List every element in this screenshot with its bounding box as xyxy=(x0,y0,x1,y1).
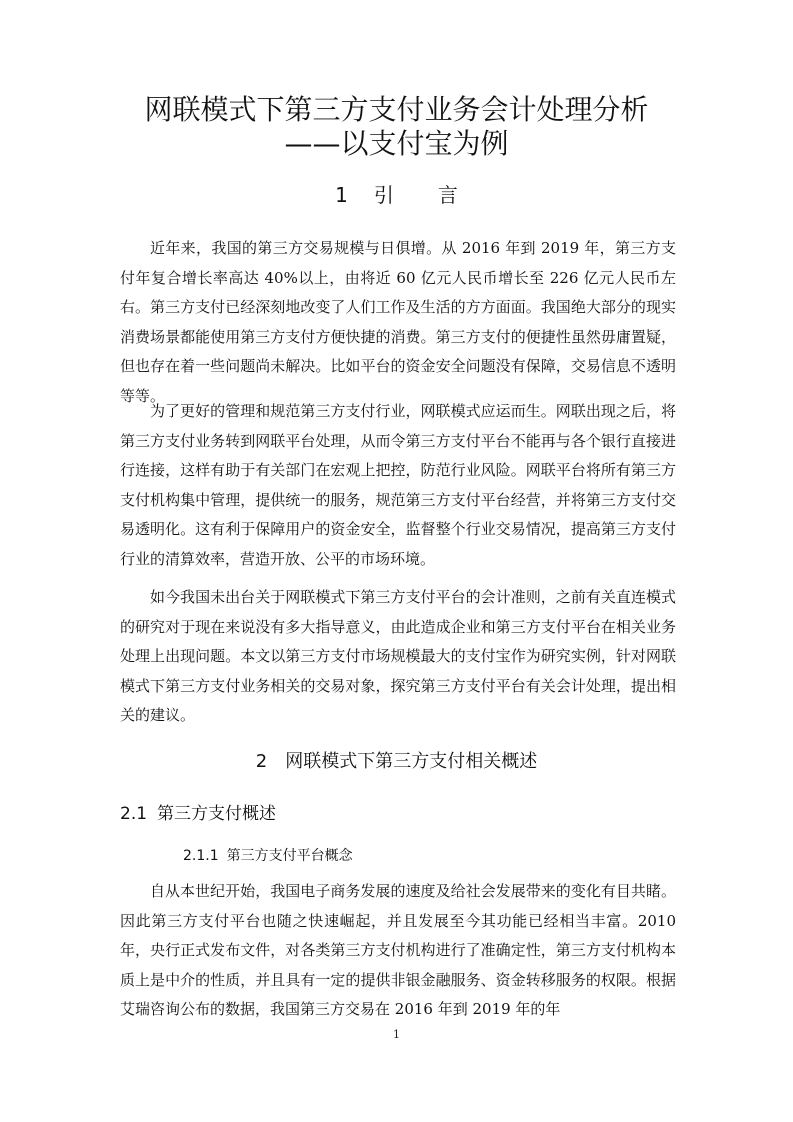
intro-paragraph-3 xyxy=(120,583,676,731)
section-1-title-char-2: 言 xyxy=(437,183,458,207)
paragraph-text: 自从本世纪开始，我国电子商务发展的速度及给社会发展带来的变化有目共睹。因此第三方支付平台也随之快速崛起，并且发展至今其功能已经相当丰富。2010 年，央行正式发布文件，对各类第三方支付机构进行了准确定性，第三方支付机构本质上是中介的性质，并且具有一定的提供非银金融服务、资金转移服务的权限。根据艾瑞咨询公布的数据，我国第三方交易在 2016 年到 2019 年的年 xyxy=(120,882,676,1018)
title-line-1: 网联模式下第三方支付业务会计处理分析 xyxy=(144,93,649,126)
section-1-number: 1 xyxy=(335,183,348,207)
title-line-2: ——以支付宝为例 xyxy=(284,127,509,160)
intro-paragraph-2 xyxy=(120,397,676,574)
section-1-title-char-1: 引 xyxy=(373,183,394,207)
document-title xyxy=(100,93,693,161)
section-2-number: 2 xyxy=(255,751,268,772)
section-2-1-1-title: 第三方支付平台概念 xyxy=(226,848,353,864)
section-1-heading xyxy=(100,182,693,208)
paragraph-text: 为了更好的管理和规范第三方支付行业，网联模式应运而生。网联出现之后，将第三方支付业务转到网联平台处理，从而令第三方支付平台不能再与各个银行直接进行连接，这样有助于有关部门在宏观上把控，防范行业风险。网联平台将所有第三方支付机构集中管理，提供统一的服务，规范第三方支付平台经营，并将第三方支付交易透明化。这有利于保障用户的资金安全，监督整个行业交易情况，提高第三方支付行业的清算效率，营造开放、公平的市场环境。 xyxy=(120,402,676,568)
paragraph-text: 如今我国未出台关于网联模式下第三方支付平台的会计准则，之前有关直连模式的研究对于现在来说没有多大指导意义，由此造成企业和第三方支付平台在相关业务处理上出现问题。本文以第三方支付市场规模最大的支付宝作为研究实例，针对网联模式下第三方支付业务相关的交易对象，探究第三方支付平台有关会计处理，提出相关的建议。 xyxy=(120,588,676,724)
section-2-1-number: 2.1 xyxy=(120,804,148,824)
section-2-1-heading xyxy=(120,802,276,826)
section-2-1-1-paragraph xyxy=(120,877,676,1025)
intro-paragraph-1 xyxy=(120,234,676,411)
page-number: 1 xyxy=(393,1028,400,1041)
section-2-heading xyxy=(100,750,693,774)
paragraph-text: 近年来，我国的第三方交易规模与日俱增。从 2016 年到 2019 年，第三方支付年复合增长率高达 40%以上，由将近 60 亿元人民币增长至 226 亿元人民币左右。第三方支付已经深刻地改变了人们工作及生活的方方面面。我国绝大部分的现实消费场景都能使用第三方支付方便快捷的消费。第三方支付的便捷性虽然毋庸置疑，但也存在着一些问题尚未解决。比如平台的资金安全问题没有保障，交易信息不透明等等。 xyxy=(120,239,676,405)
section-2-1-1-heading xyxy=(183,846,353,866)
section-2-1-title: 第三方支付概述 xyxy=(157,804,277,824)
section-2-title: 网联模式下第三方支付相关概述 xyxy=(285,751,538,772)
section-2-1-1-number: 2.1.1 xyxy=(183,848,219,864)
